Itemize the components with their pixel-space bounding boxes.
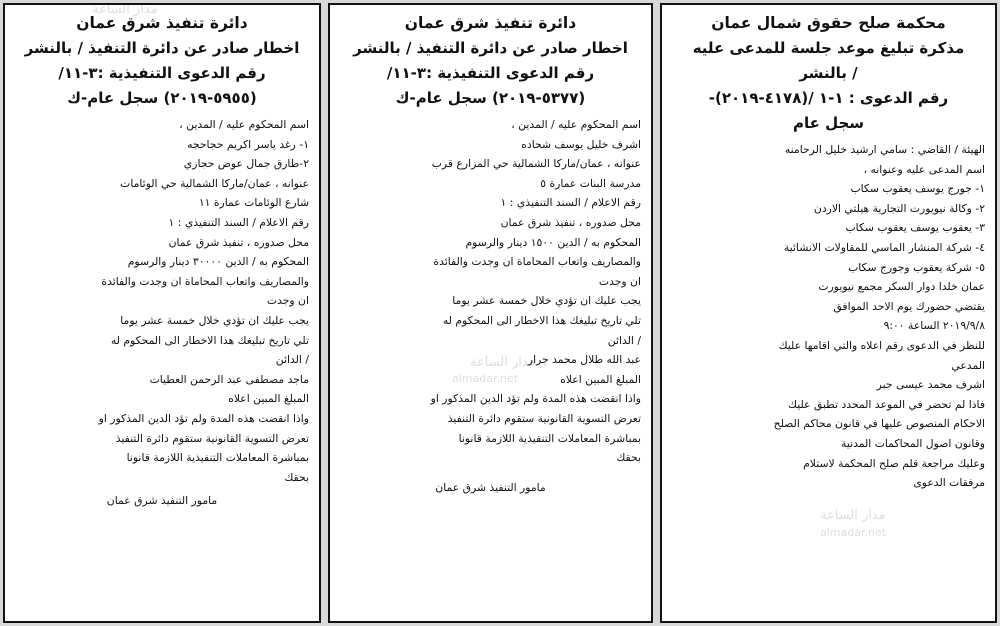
- body-line: المبلغ المبين اعلاه: [228, 392, 309, 406]
- body-line: والمصاريف واتعاب المحاماة ان وجدت والفائدة: [433, 255, 641, 269]
- debtor-name: ٢-طارق جمال عوض حجازي: [183, 157, 309, 171]
- body-line: للنظر في الدعوى رقم اعلاه والتي اقامها عليك: [778, 338, 985, 352]
- notice-title: محكمة صلح حقوق شمال عمان: [711, 14, 946, 32]
- notice-title: دائرة تنفيذ شرق عمان: [404, 14, 577, 32]
- notice-subtitle: مذكرة تبليغ موعد جلسة للمدعى عليه: [692, 39, 965, 57]
- case-registry: سجل عام: [792, 114, 865, 132]
- hearing-date: ٢٠١٩/٩/٨ الساعة ٩:٠٠: [883, 319, 985, 333]
- body-line: تعرض التسوية القانونية ستقوم دائرة التنفيذ: [447, 411, 641, 425]
- body-line: رقم الاعلام / السند التنفيذي : ١: [168, 215, 309, 229]
- notice-execution-east-amman-5377: [328, 3, 653, 623]
- notice-subtitle: / بالنشر: [799, 64, 858, 82]
- body-line: المدعي: [951, 358, 985, 372]
- body-line: بمباشرة المعاملات التنفيذية اللازمة قانونا: [126, 451, 309, 465]
- defendant-item: ٢- وكالة نيويورت التجارية هيلتي الاردن: [813, 201, 985, 215]
- body-line: مرفقات الدعوى: [913, 476, 985, 490]
- body-line: تلي تاريخ تبليغك هذا الاخطار الى المحكوم له: [442, 313, 641, 327]
- body-line: اسم المحكوم عليه / المدين ،: [179, 118, 309, 131]
- plaintiff-name: اشرف محمد عيسى جبر: [876, 378, 985, 392]
- debt-amount: المحكوم به / الدين ١٥٠٠ دينار والرسوم: [465, 235, 641, 249]
- body-line: بمباشرة المعاملات التنفيذية اللازمة قانونا: [458, 431, 641, 445]
- body-line: محل صدوره ، تنفيذ شرق عمان: [500, 215, 641, 229]
- body-line: تلي تاريخ تبليغك هذا الاخطار الى المحكوم له: [110, 333, 309, 347]
- debt-amount: المحكوم به / الدين ٣٠٠٠٠ دينار والرسوم: [127, 255, 309, 269]
- body-line: / الدائن: [607, 333, 641, 347]
- notice-court-north-amman: [660, 3, 997, 623]
- defendant-item: ٤- شركة المنشار الماسي للمقاولات الانشائية: [783, 240, 985, 254]
- body-line: والمصاريف واتعاب المحاماة ان وجدت والفائدة: [101, 274, 309, 288]
- address-line: عنوانه ، عمان/ماركا الشمالية حي الوئامات: [120, 176, 309, 190]
- body-line: الاحكام المنصوص عليها في قانون محاكم الصلح: [773, 417, 985, 431]
- body-line: يجب عليك ان تؤدي خلال خمسة عشر يوما: [120, 313, 309, 327]
- defendant-item: ٥- شركة يعقوب وجورج سكاب: [848, 260, 985, 274]
- notice-subtitle: اخطار صادر عن دائرة التنفيذ / بالنشر: [24, 39, 300, 57]
- creditor-name: ماجد مصطفى عبد الرحمن العطيات: [149, 372, 309, 386]
- body-line: تعرض التسوية القانونية ستقوم دائرة التنفيذ: [115, 431, 309, 445]
- defendant-item: ١- جورج يوسف يعقوب سكاب: [850, 182, 985, 196]
- case-registry: (٥٩٥٥-٢٠١٩) سجل عام-ك: [67, 89, 257, 107]
- panel-judge: الهيئة / القاضي : سامي ارشيد خليل الرحامنه: [784, 143, 985, 156]
- body-line: اسم المحكوم عليه / المدين ،: [511, 118, 641, 131]
- body-line: واذا انقضت هذه المدة ولم تؤد الدين المذكور او: [98, 411, 309, 425]
- body-line: ان وجدت: [598, 274, 641, 288]
- case-number: رقم الدعوى : ١-١ /(٤١٧٨-٢٠١٩)-: [708, 89, 949, 107]
- body-line: يجب عليك ان تؤدي خلال خمسة عشر يوما: [452, 294, 641, 308]
- body-line: اسم المدعى عليه وعنوانه ،: [863, 162, 985, 176]
- notice-subtitle: اخطار صادر عن دائرة التنفيذ / بالنشر: [353, 39, 628, 57]
- body-line: وقانون اصول المحاكمات المدنية: [841, 436, 985, 450]
- body-line: فاذا لم تحضر في الموعد المحدد تطبق عليك: [788, 397, 985, 411]
- notice-execution-east-amman-5955: [3, 3, 321, 623]
- address-line: شارع الوئامات عمارة ١١: [198, 196, 309, 210]
- address-line: مدرسة البنات عمارة ٥: [540, 176, 641, 190]
- body-line: محل صدوره ، تنفيذ شرق عمان: [168, 235, 309, 249]
- defendant-item: ٣- يعقوب يوسف يعقوب سكاب: [845, 221, 985, 235]
- body-line: رقم الاعلام / السند التنفيذي : ١: [500, 196, 641, 210]
- creditor-name: عبد الله طلال محمد جرار: [527, 353, 641, 367]
- case-number: رقم الدعوى التنفيذية :٣-١١/: [58, 64, 266, 82]
- notice-title: دائرة تنفيذ شرق عمان: [76, 14, 248, 32]
- body-line: بحقك: [284, 470, 309, 484]
- debtor-name: ١- رغد ياسر اكريم حجاحجه: [187, 137, 309, 151]
- address-line: عنوانه ، عمان/ماركا الشمالية حي المزارع قرب: [431, 157, 641, 171]
- signature-line: مامور التنفيذ شرق عمان: [435, 480, 546, 494]
- body-line: واذا انقضت هذه المدة ولم تؤد الدين المذكور او: [430, 392, 641, 406]
- body-line: ان وجدت: [266, 294, 309, 308]
- debtor-name: اشرف خليل يوسف شحاده: [521, 137, 641, 151]
- case-registry: (٥٣٧٧-٢٠١٩) سجل عام-ك: [395, 89, 586, 107]
- body-line: يقتضي حضورك يوم الاحد الموافق: [833, 299, 985, 313]
- body-line: وعليك مراجعة قلم صلح المحكمة لاستلام: [803, 456, 985, 470]
- case-number: رقم الدعوى التنفيذية :٣-١١/: [386, 64, 595, 82]
- body-line: بحقك: [616, 451, 641, 465]
- body-line: / الدائن: [275, 353, 309, 367]
- body-line: المبلغ المبين اعلاه: [560, 372, 641, 386]
- signature-line: مامور التنفيذ شرق عمان: [106, 494, 218, 508]
- address-line: عمان خلدا دوار السكر مجمع نيويورت: [818, 280, 985, 294]
